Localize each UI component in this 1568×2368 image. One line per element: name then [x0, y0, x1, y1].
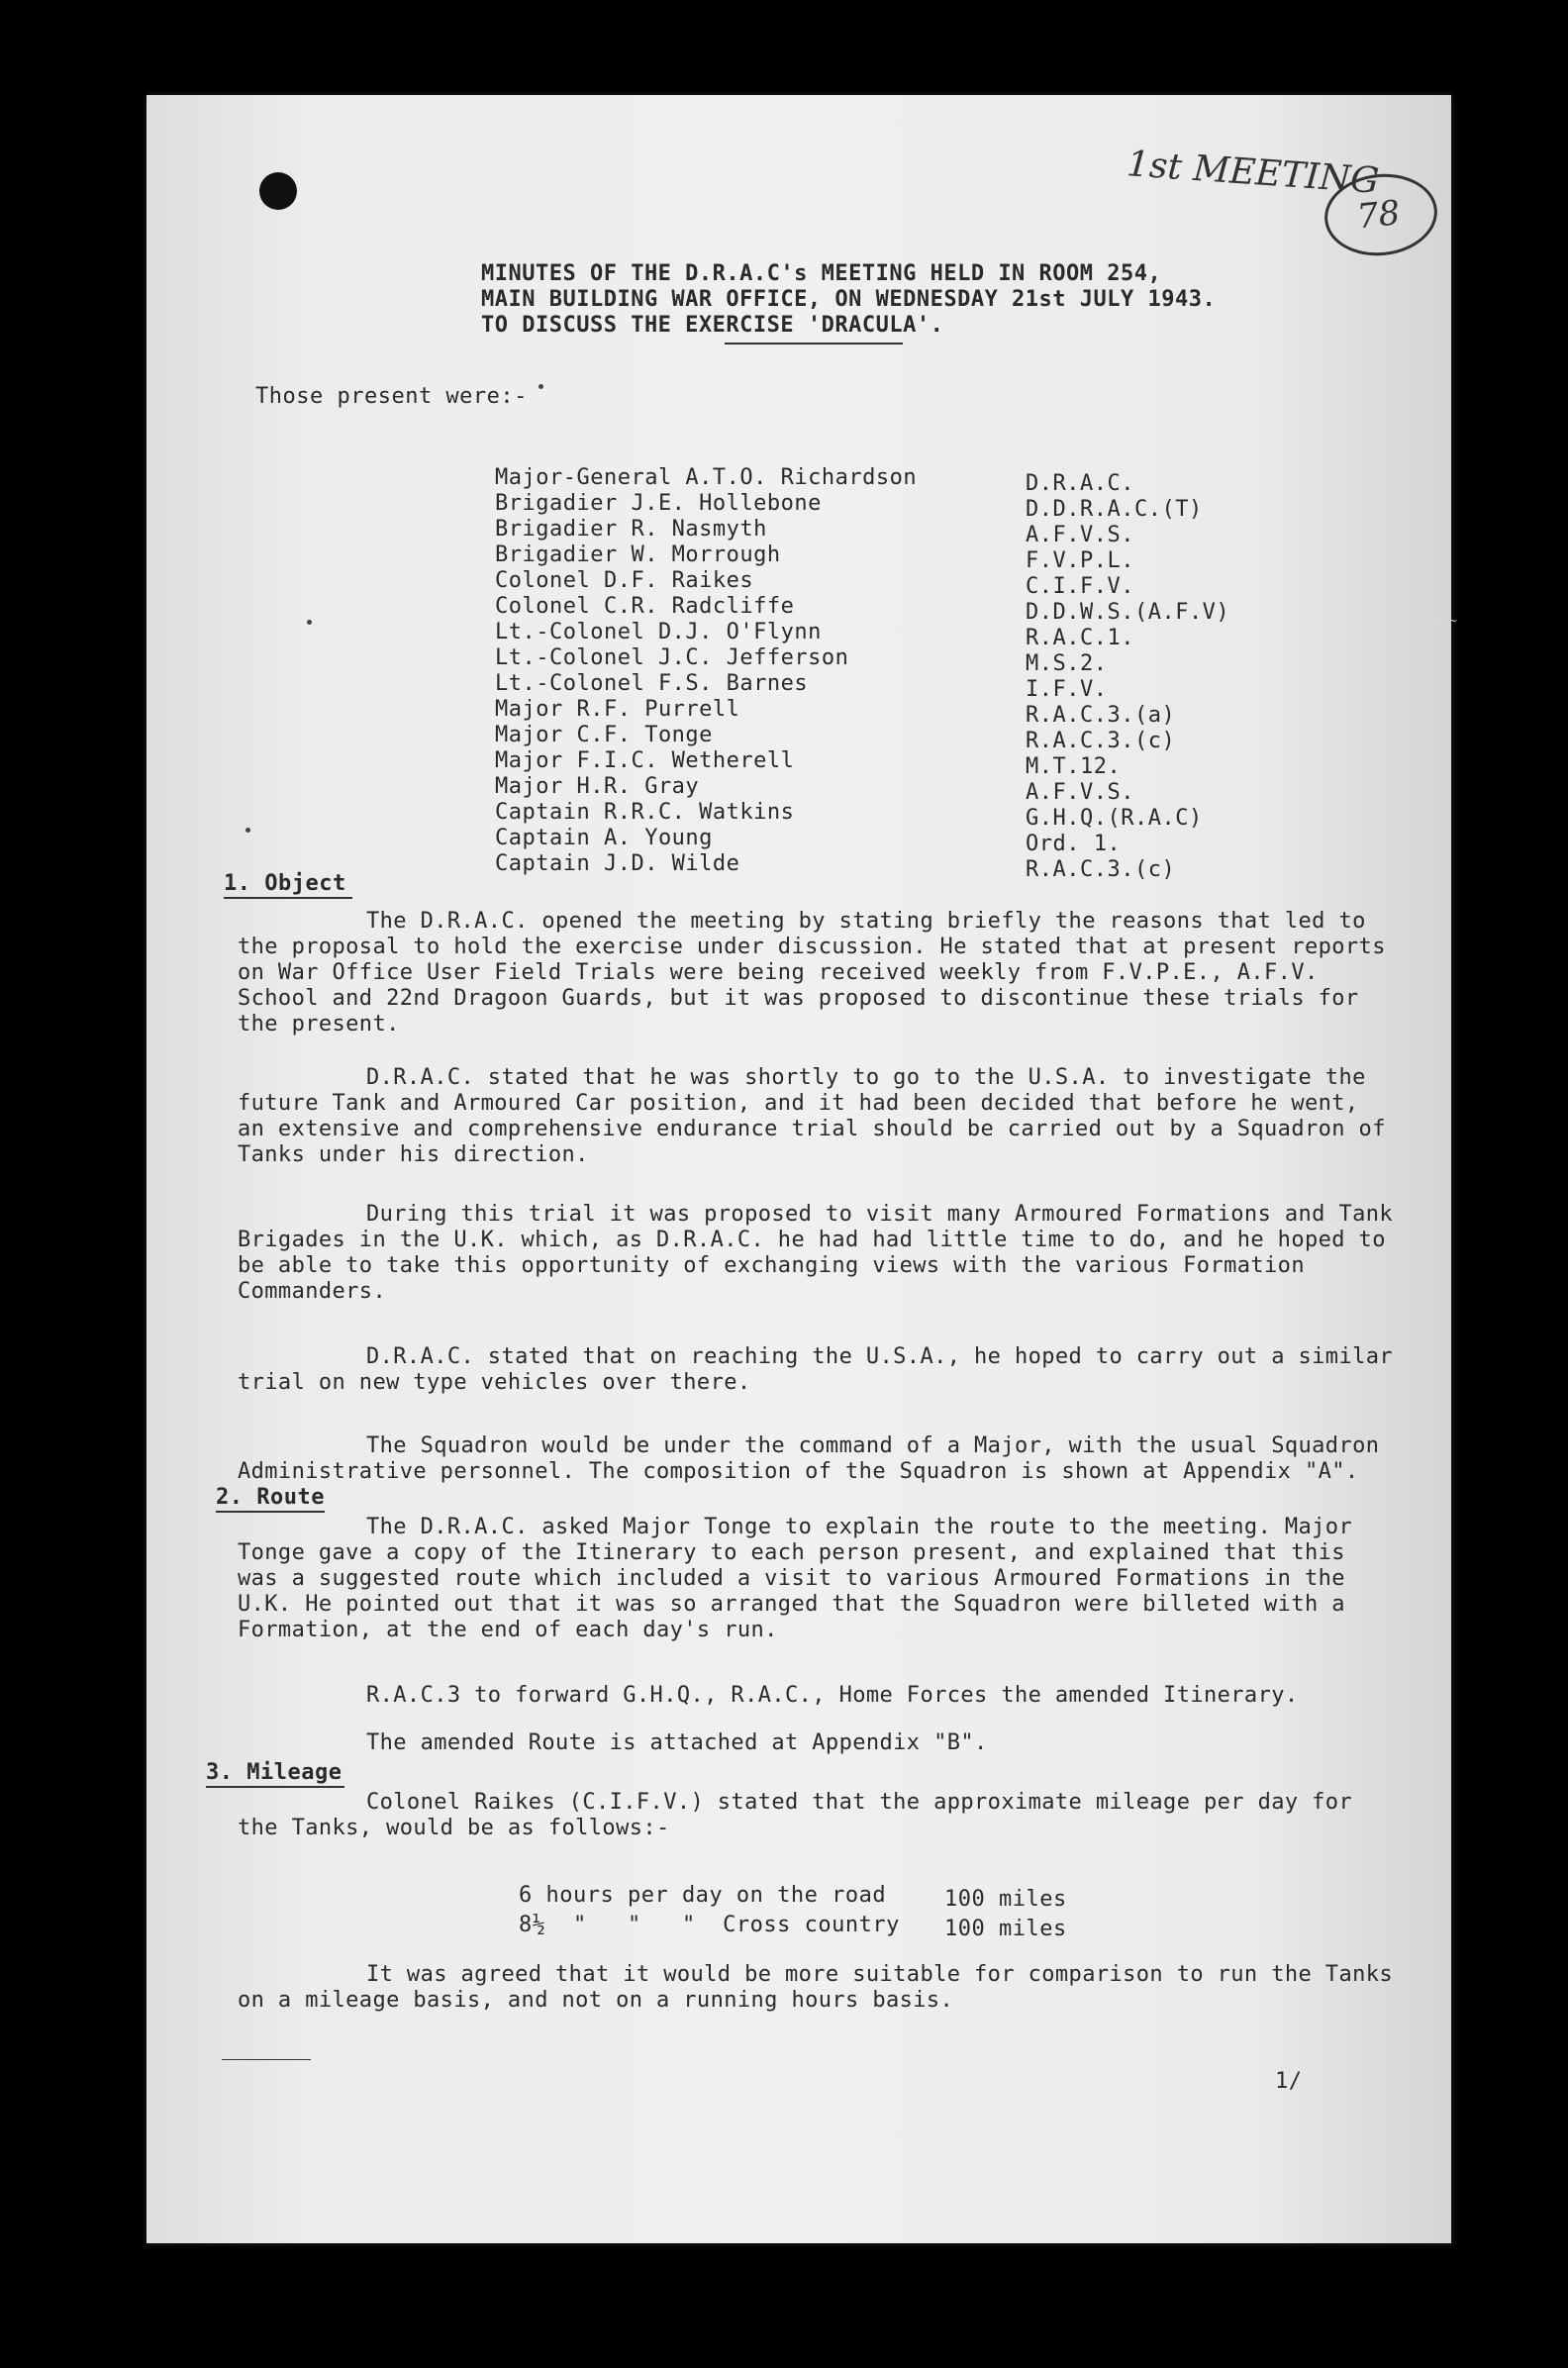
attendee-name: Major-General A.T.O. Richardson — [495, 465, 918, 490]
attendee-name: Major H.R. Gray — [495, 774, 700, 799]
section-1-paragraph — [238, 1433, 1396, 1485]
title-underline — [725, 343, 903, 345]
margin-dot — [539, 384, 543, 389]
paragraph-text: The D.R.A.C. opened the meeting by stating briefly the reasons that led to the proposal to hold the exercise under discussion. He stated that at present reports on War Office User Field Trials were being received weekly from F.V.P.E., A.F.V. School and 22nd Dragoon Guards, but it was proposed to discontinue these trials for the present. — [238, 909, 1386, 1036]
document-page — [147, 95, 1457, 2243]
attendee-role: G.H.Q.(R.A.C) — [1026, 806, 1203, 831]
attendee-name: Brigadier R. Nasmyth — [495, 517, 767, 542]
attendee-name: Lt.-Colonel F.S. Barnes — [495, 671, 809, 696]
attendee-role: C.I.F.V. — [1026, 574, 1134, 599]
attendee-role: M.T.12. — [1026, 754, 1122, 779]
paragraph-text: During this trial it was proposed to visit many Armoured Formations and Tank Brigades in the U.K. which, as D.R.A.C. he had had little time to do, and he hoped to be able to take this opportunity of exchanging views with the various Formation Commanders. — [238, 1202, 1394, 1304]
attendee-name: Captain R.R.C. Watkins — [495, 800, 795, 825]
section-1-heading: 1. Object — [224, 871, 346, 896]
section-1-paragraph — [238, 1065, 1396, 1168]
attendee-role: M.S.2. — [1026, 651, 1108, 676]
attendee-name: Lt.-Colonel D.J. O'Flynn — [495, 620, 822, 644]
title-line-1: MINUTES OF THE D.R.A.C's MEETING HELD IN ROOM 254, — [481, 261, 1162, 286]
attendee-role: R.A.C.3.(a) — [1026, 703, 1176, 728]
attendee-role: F.V.P.L. — [1026, 548, 1134, 573]
footer-rule — [222, 2059, 311, 2060]
title-line-3: TO DISCUSS THE EXERCISE 'DRACULA'. — [481, 313, 944, 338]
attendee-name: Colonel D.F. Raikes — [495, 568, 754, 593]
paragraph-text: D.R.A.C. stated that on reaching the U.S.A., he hoped to carry out a similar trial on new type vehicles over there. — [238, 1344, 1394, 1395]
attendee-role: R.A.C.3.(c) — [1026, 857, 1176, 882]
paragraph-text: R.A.C.3 to forward G.H.Q., R.A.C., Home Forces the amended Itinerary. — [366, 1683, 1299, 1708]
margin-dot — [307, 620, 312, 625]
paragraph-text: Colonel Raikes (C.I.F.V.) stated that the approximate mileage per day for the Tanks, would be as follows:- — [238, 1790, 1353, 1840]
attendee-name: Major F.I.C. Wetherell — [495, 748, 795, 773]
section-2-heading: 2. Route — [216, 1485, 325, 1510]
section-1-paragraph — [238, 909, 1396, 1037]
attendee-name: Lt.-Colonel J.C. Jefferson — [495, 645, 849, 670]
mileage-row-2-label: 8½ " " " Cross country — [519, 1913, 900, 1937]
section-2-underline — [216, 1511, 325, 1513]
attendee-role: R.A.C.3.(c) — [1026, 729, 1176, 753]
attendee-name: Captain A. Young — [495, 826, 713, 850]
section-2-paragraph — [238, 1730, 1396, 1756]
section-2-action — [238, 1683, 1396, 1709]
attendee-role: I.F.V. — [1026, 677, 1108, 702]
attendee-name: Captain J.D. Wilde — [495, 851, 740, 876]
title-line-2: MAIN BUILDING WAR OFFICE, ON WEDNESDAY 21st JULY 1943. — [481, 287, 1217, 312]
present-label: Those present were:- — [255, 384, 528, 409]
paragraph-text: The D.R.A.C. asked Major Tonge to explain the route to the meeting. Major Tonge gave a copy of the Itinerary to each person present, and explained that this was a suggested route which included a visit to various Armoured Formations in the U.K. He pointed out that it was so arranged that the Squadron were billeted with a Formation, at the end of each day's run. — [238, 1515, 1353, 1642]
attendee-role: A.F.V.S. — [1026, 523, 1134, 547]
attendee-role: D.D.W.S.(A.F.V) — [1026, 600, 1230, 625]
meeting-note-handwritten: 1st MEETING — [1125, 144, 1381, 202]
attendee-role: Ord. 1. — [1026, 832, 1122, 856]
paragraph-text: The Squadron would be under the command of a Major, with the usual Squadron Administrative personnel. The composition of the Squadron is shown at Appendix "A". — [238, 1433, 1380, 1484]
attendee-role: D.R.A.C. — [1026, 471, 1134, 496]
mileage-row-2-value: 100 miles — [944, 1917, 1067, 1941]
section-1-paragraph — [238, 1344, 1396, 1396]
attendee-role: D.D.R.A.C.(T) — [1026, 497, 1203, 522]
attendee-name: Major R.F. Purrell — [495, 697, 740, 722]
attendee-name: Brigadier J.E. Hollebone — [495, 491, 822, 516]
mileage-row-1-label: 6 hours per day on the road — [519, 1883, 887, 1908]
section-3-paragraph — [238, 1790, 1396, 1841]
paragraph-text: The amended Route is attached at Appendix "B". — [366, 1730, 988, 1755]
section-3-heading: 3. Mileage — [206, 1760, 343, 1785]
section-3-underline — [206, 1786, 344, 1788]
section-3-paragraph — [238, 1962, 1396, 2014]
page-continuation: 1/ — [1275, 2069, 1303, 2094]
attendee-role: R.A.C.1. — [1026, 626, 1134, 650]
attendee-name: Brigadier W. Morrough — [495, 543, 781, 567]
paragraph-text: It was agreed that it would be more suitable for comparison to run the Tanks on a mileage basis, and not on a running hours basis. — [238, 1962, 1394, 2013]
paragraph-text: D.R.A.C. stated that he was shortly to go to the U.S.A. to investigate the future Tank and Armoured Car position, and it had been decided that before he went, an extensive and comprehensive endurance trial should be carried out by a Squadron of Tanks under his direction. — [238, 1065, 1386, 1167]
section-2-paragraph — [238, 1515, 1396, 1643]
folio-number: 78 — [1355, 193, 1403, 238]
edge-mark: ~·~ — [1435, 614, 1457, 628]
section-1-paragraph — [238, 1202, 1396, 1305]
attendee-name: Major C.F. Tonge — [495, 723, 713, 747]
attendee-name: Colonel C.R. Radcliffe — [495, 594, 795, 619]
attendee-role: A.F.V.S. — [1026, 780, 1134, 805]
mileage-row-1-value: 100 miles — [944, 1887, 1067, 1912]
margin-dot — [245, 828, 250, 833]
section-1-underline — [224, 897, 352, 899]
punch-hole — [259, 172, 297, 210]
